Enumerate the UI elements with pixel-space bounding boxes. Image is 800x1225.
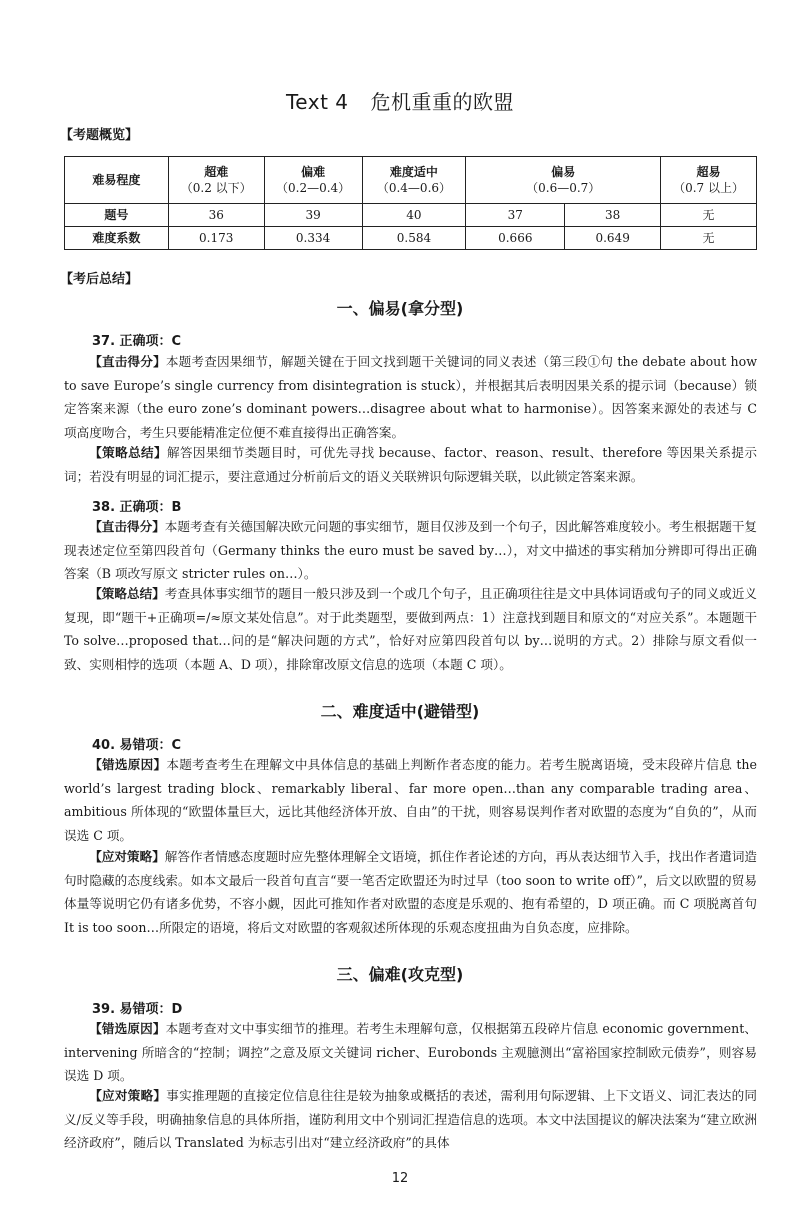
page-number: 12 [391,1171,409,1186]
section-heading-medium: 二、难度适中(避错型) [320,702,480,721]
q40-strategy: 【应对策略】解答作者情感态度题时应先整体理解全文语境，抓住作者论述的方向，再从表达细节入手，找出作者遣词造句时隐藏的态度线索。如本文最后一段首句直言“要一笔否定欧盟还为时过早（too soon to write off）”，后文以欧盟的贸易体量等说明它仍有诸多优势，不容小觑，因此可推知作者对欧盟的态度是乐观的、抱有希望的，D 项正确。而 C 项脱离首句 It is too soon…所限定的语境，将后文对欧盟的客观叙述所体现的乐观态度扭曲为自负态度，应排除。 [64,849,758,935]
q39-analysis: 【错选原因】本题考查对文中事实细节的推理。若考生未理解句意，仅根据第五段碎片信息 economic government、intervening 所暗含的“控制；调控”之意及原文关键词 richer、Eurobonds 主观臆测出“富裕国家控制欧元债券”，则容易误选 D 项。 [64,1021,757,1084]
table-cell: 37 [466,204,565,227]
table-cell: 无 [661,204,757,227]
level-cell: 偏易 （0.6—0.7） [466,157,661,204]
overview-tag: 【考题概览】 [60,128,139,143]
title-subtitle: 危机重重的欧盟 [370,90,515,114]
q38-heading: 38. 正确项：B [92,500,182,515]
table-row [65,204,757,227]
q37-strategy: 【策略总结】解答因果细节类题目时，可优先寻找 because、factor、reason、result、therefore 等因果关系提示词；若没有明显的词汇提示，要注意通过分析前后文的语义关联辨识句际逻辑关联，以此锁定答案来源。 [64,445,757,484]
table-cell: 39 [264,204,362,227]
title-text: Text 4 [285,90,349,114]
table-cell: 无 [661,227,757,250]
level-cell: 超难 （0.2 以下） [168,157,264,204]
table-cell: 38 [565,204,661,227]
q39-strategy: 【应对策略】事实推理题的直接定位信息往往是较为抽象或概括的表述，需利用句际逻辑、上下文语义、词汇表达的同义/反义等手段，明确抽象信息的具体所指，谨防利用文中个别词汇捏造信息的选项。本文中法国提议的解决法案为“建立欧洲经济政府”，随后以 Translated 为标志引出对“建立经济政府”的具体 [64,1088,758,1151]
table-cell: 0.649 [565,227,661,250]
page-title [0,86,800,115]
q40-analysis: 【错选原因】本题考查考生在理解文中具体信息的基础上判断作者态度的能力。若考生脱离语境，受末段碎片信息 the world’s largest trading block、remarkably liberal、far more open…than any comparable trading area、ambitious 所体现的“欧盟体量巨大，远比其他经济体开放、自由”的干扰，则容易误判作者对欧盟的态度为“自负的”，从而误选 C 项。 [64,757,757,843]
difficulty-table [64,156,757,250]
level-cell: 超易 （0.7 以上） [661,157,757,204]
section-heading-hard: 三、偏难(攻克型) [336,965,464,984]
table-cell: 40 [362,204,466,227]
q37-heading: 37. 正确项：C [92,334,182,349]
row-header-coef: 难度系数 [65,227,169,250]
table-cell: 0.334 [264,227,362,250]
table-cell: 0.173 [168,227,264,250]
level-cell: 偏难 （0.2—0.4） [264,157,362,204]
table-row [65,157,757,204]
q37-analysis: 【直击得分】本题考查因果细节，解题关键在于回文找到题干关键词的同义表述（第三段①句 the debate about how to save Europe’s single currency from disintegration is stuck），并根据其后表明因果关系的提示词（because）锁定答案来源（the euro zone’s dominant powers…disagree about what to harmonise）。因答案来源处的表述与 C 项高度吻合，考生只要能精准定位便不难直接得出正确答案。 [64,354,757,440]
row-header-qnum: 题号 [65,204,169,227]
table-cell: 36 [168,204,264,227]
level-cell: 难度适中 （0.4—0.6） [362,157,466,204]
table-cell: 0.584 [362,227,466,250]
q38-analysis: 【直击得分】本题考查有关德国解决欧元问题的事实细节，题目仅涉及到一个句子，因此解答难度较小。考生根据题干复现表述定位至第四段首句（Germany thinks the euro must be saved by…），对文中描述的事实稍加分辨即可得出正确答案（B 项改写原文 stricter rules on…）。 [64,519,758,582]
q38-strategy: 【策略总结】考查具体事实细节的题目一般只涉及到一个或几个句子，且正确项往往是文中具体词语或句子的同义或近义复现，即“题干+正确项=/≈原文某处信息”。对于此类题型，要做到两点：1）注意找到题目和原文的“对应关系”。本题题干 To solve…proposed that…问的是“解决问题的方式”，恰好对应第四段首句以 by…说明的方式。2）排除与原文看似一致、实则相悖的选项（本题 A、D 项），排除窜改原文信息的选项（本题 C 项）。 [64,586,758,672]
q39-heading: 39. 易错项：D [92,1002,183,1017]
row-header-difficulty: 难易程度 [65,157,169,204]
table-row [65,227,757,250]
section-heading-easy: 一、偏易(拿分型) [336,299,464,318]
table-cell: 0.666 [466,227,565,250]
summary-tag: 【考后总结】 [60,272,139,287]
q40-heading: 40. 易错项：C [92,738,182,753]
